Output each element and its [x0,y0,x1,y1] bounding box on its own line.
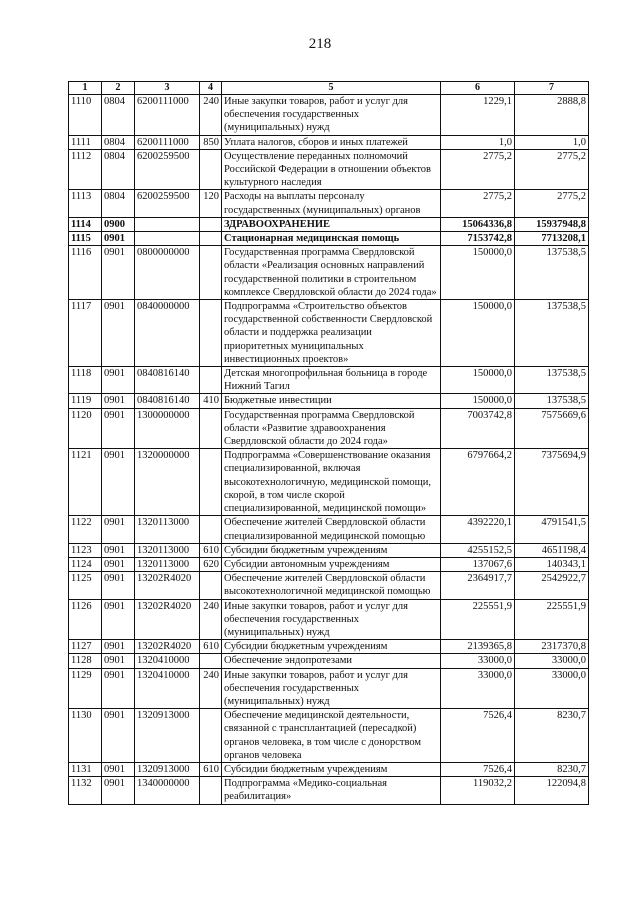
item-name-cell: Подпрограмма «Совершенствование оказания специализированной, включая высокотехнологичную, медицинской помощи, скорой, в том числе скорой специализированной, медицинской помощи» [222,449,441,516]
target-article-cell: 1320113000 [135,557,200,571]
amount-year2-cell: 4791541,5 [515,516,589,543]
target-article-cell: 1320113000 [135,516,200,543]
amount-year2-cell: 2888,8 [515,95,589,136]
amount-year1-cell: 150000,0 [441,367,515,394]
target-article-cell: 1320000000 [135,449,200,516]
amount-year2-cell: 2775,2 [515,149,589,190]
amount-year1-cell: 33000,0 [441,668,515,709]
section-code-cell: 0901 [102,654,135,668]
amount-year2-cell: 1,0 [515,135,589,149]
row-number-cell: 1129 [69,668,102,709]
target-article-cell: 1300000000 [135,408,200,449]
table-row [69,654,589,668]
amount-year2-cell: 225551,9 [515,599,589,640]
amount-year2-cell: 137538,5 [515,394,589,408]
table-row [69,149,589,190]
item-name-cell: Стационарная медицинская помощь [222,232,441,246]
amount-year1-cell: 6797664,2 [441,449,515,516]
budget-table [68,81,589,805]
table-row [69,246,589,300]
target-article-cell: 13202R4020 [135,572,200,599]
table-row [69,543,589,557]
header-row [69,82,589,95]
row-number-cell: 1124 [69,557,102,571]
table-row [69,516,589,543]
amount-year1-cell: 2775,2 [441,190,515,217]
amount-year2-cell: 122094,8 [515,777,589,804]
table-row [69,367,589,394]
row-number-cell: 1113 [69,190,102,217]
expense-type-cell [200,300,222,367]
expense-type-cell [200,232,222,246]
table-row [69,668,589,709]
section-code-cell: 0901 [102,516,135,543]
item-name-cell: Подпрограмма «Медико-социальная реабилитация» [222,777,441,804]
section-code-cell: 0804 [102,190,135,217]
target-article-cell: 0840000000 [135,300,200,367]
amount-year1-cell: 137067,6 [441,557,515,571]
expense-type-cell [200,217,222,231]
expense-type-cell: 620 [200,557,222,571]
amount-year1-cell: 4255152,5 [441,543,515,557]
table-row [69,640,589,654]
target-article-cell: 6200259500 [135,149,200,190]
row-number-cell: 1120 [69,408,102,449]
amount-year2-cell: 2775,2 [515,190,589,217]
expense-type-cell: 410 [200,394,222,408]
item-name-cell: Субсидии бюджетным учреждениям [222,762,441,776]
table-row [69,135,589,149]
row-number-cell: 1130 [69,709,102,763]
target-article-cell: 13202R4020 [135,599,200,640]
amount-year2-cell: 8230,7 [515,709,589,763]
amount-year1-cell: 15064336,8 [441,217,515,231]
expense-type-cell [200,516,222,543]
amount-year1-cell: 150000,0 [441,246,515,300]
target-article-cell: 0800000000 [135,246,200,300]
header-col-6: 6 [441,82,515,95]
amount-year1-cell: 4392220,1 [441,516,515,543]
item-name-cell: Обеспечение жителей Свердловской области специализированной медицинской помощью [222,516,441,543]
row-number-cell: 1117 [69,300,102,367]
section-code-cell: 0901 [102,246,135,300]
row-number-cell: 1112 [69,149,102,190]
expense-type-cell [200,408,222,449]
amount-year1-cell: 2775,2 [441,149,515,190]
section-code-cell: 0804 [102,95,135,136]
expense-type-cell: 240 [200,668,222,709]
expense-type-cell [200,654,222,668]
section-code-cell: 0900 [102,217,135,231]
item-name-cell: Государственная программа Свердловской области «Реализация основных направлений государственной политики в строительном комплексе Свердловской области до 2024 года» [222,246,441,300]
row-number-cell: 1126 [69,599,102,640]
table-row [69,449,589,516]
row-number-cell: 1128 [69,654,102,668]
expense-type-cell [200,246,222,300]
item-name-cell: Иные закупки товаров, работ и услуг для обеспечения государственных (муниципальных) нужд [222,668,441,709]
section-code-cell: 0901 [102,232,135,246]
item-name-cell: Иные закупки товаров, работ и услуг для обеспечения государственных (муниципальных) нужд [222,95,441,136]
header-col-7: 7 [515,82,589,95]
amount-year1-cell: 1,0 [441,135,515,149]
amount-year1-cell: 7153742,8 [441,232,515,246]
header-col-2: 2 [102,82,135,95]
table-row [69,232,589,246]
table-row [69,777,589,804]
section-code-cell: 0804 [102,135,135,149]
section-code-cell: 0901 [102,668,135,709]
amount-year1-cell: 7526,4 [441,762,515,776]
amount-year2-cell: 140343,1 [515,557,589,571]
expense-type-cell [200,449,222,516]
target-article-cell: 13202R4020 [135,640,200,654]
row-number-cell: 1110 [69,95,102,136]
table-row [69,300,589,367]
table-row [69,217,589,231]
section-code-cell: 0901 [102,394,135,408]
amount-year1-cell: 7526,4 [441,709,515,763]
row-number-cell: 1121 [69,449,102,516]
target-article-cell: 1320410000 [135,668,200,709]
table-row [69,190,589,217]
expense-type-cell [200,572,222,599]
row-number-cell: 1116 [69,246,102,300]
expense-type-cell [200,149,222,190]
amount-year2-cell: 33000,0 [515,654,589,668]
amount-year2-cell: 4651198,4 [515,543,589,557]
amount-year2-cell: 7375694,9 [515,449,589,516]
table-row [69,394,589,408]
section-code-cell: 0901 [102,449,135,516]
target-article-cell: 1320410000 [135,654,200,668]
row-number-cell: 1114 [69,217,102,231]
section-code-cell: 0804 [102,149,135,190]
amount-year2-cell: 137538,5 [515,367,589,394]
amount-year2-cell: 7713208,1 [515,232,589,246]
section-code-cell: 0901 [102,367,135,394]
target-article-cell: 6200111000 [135,95,200,136]
item-name-cell: Государственная программа Свердловской области «Развитие здравоохранения Свердловской области до 2024 года» [222,408,441,449]
row-number-cell: 1115 [69,232,102,246]
amount-year1-cell: 2364917,7 [441,572,515,599]
amount-year2-cell: 137538,5 [515,300,589,367]
target-article-cell: 0840816140 [135,394,200,408]
row-number-cell: 1123 [69,543,102,557]
item-name-cell: Уплата налогов, сборов и иных платежей [222,135,441,149]
target-article-cell: 1320913000 [135,709,200,763]
section-code-cell: 0901 [102,709,135,763]
expense-type-cell [200,367,222,394]
expense-type-cell [200,777,222,804]
target-article-cell [135,232,200,246]
section-code-cell: 0901 [102,557,135,571]
amount-year1-cell: 150000,0 [441,394,515,408]
amount-year1-cell: 33000,0 [441,654,515,668]
item-name-cell: Обеспечение медицинской деятельности, связанной с трансплантацией (пересадкой) органов человека, в том числе с донорством органов человека [222,709,441,763]
table-row [69,709,589,763]
row-number-cell: 1127 [69,640,102,654]
page-number: 218 [308,36,332,52]
target-article-cell: 6200259500 [135,190,200,217]
header-col-3: 3 [135,82,200,95]
amount-year1-cell: 7003742,8 [441,408,515,449]
amount-year1-cell: 150000,0 [441,300,515,367]
section-code-cell: 0901 [102,408,135,449]
item-name-cell: Подпрограмма «Строительство объектов государственной собственности Свердловской области и поддержка реализации приоритетных муниципальных инвестиционных проектов» [222,300,441,367]
row-number-cell: 1111 [69,135,102,149]
item-name-cell: Субсидии бюджетным учреждениям [222,640,441,654]
table-row [69,762,589,776]
row-number-cell: 1118 [69,367,102,394]
expense-type-cell: 850 [200,135,222,149]
expense-type-cell: 610 [200,543,222,557]
amount-year2-cell: 2542922,7 [515,572,589,599]
expense-type-cell: 240 [200,95,222,136]
item-name-cell: Детская многопрофильная больница в городе Нижний Тагил [222,367,441,394]
expense-type-cell [200,709,222,763]
header-col-4: 4 [200,82,222,95]
section-code-cell: 0901 [102,762,135,776]
expense-type-cell: 610 [200,640,222,654]
item-name-cell: Обеспечение жителей Свердловской области высокотехнологичной медицинской помощью [222,572,441,599]
amount-year2-cell: 15937948,8 [515,217,589,231]
section-code-cell: 0901 [102,777,135,804]
row-number-cell: 1131 [69,762,102,776]
target-article-cell: 0840816140 [135,367,200,394]
target-article-cell [135,217,200,231]
table-row [69,408,589,449]
row-number-cell: 1125 [69,572,102,599]
expense-type-cell: 120 [200,190,222,217]
amount-year2-cell: 7575669,6 [515,408,589,449]
table-row [69,572,589,599]
section-code-cell: 0901 [102,300,135,367]
target-article-cell: 6200111000 [135,135,200,149]
amount-year2-cell: 2317370,8 [515,640,589,654]
row-number-cell: 1119 [69,394,102,408]
table-row [69,557,589,571]
target-article-cell: 1340000000 [135,777,200,804]
item-name-cell: Субсидии автономным учреждениям [222,557,441,571]
amount-year1-cell: 119032,2 [441,777,515,804]
expense-type-cell: 610 [200,762,222,776]
item-name-cell: Субсидии бюджетным учреждениям [222,543,441,557]
amount-year2-cell: 137538,5 [515,246,589,300]
section-code-cell: 0901 [102,640,135,654]
amount-year1-cell: 1229,1 [441,95,515,136]
table-row [69,95,589,136]
amount-year2-cell: 8230,7 [515,762,589,776]
item-name-cell: Расходы на выплаты персоналу государственных (муниципальных) органов [222,190,441,217]
table-row [69,599,589,640]
section-code-cell: 0901 [102,599,135,640]
item-name-cell: Бюджетные инвестиции [222,394,441,408]
row-number-cell: 1122 [69,516,102,543]
target-article-cell: 1320913000 [135,762,200,776]
item-name-cell: Иные закупки товаров, работ и услуг для обеспечения государственных (муниципальных) нужд [222,599,441,640]
target-article-cell: 1320113000 [135,543,200,557]
amount-year1-cell: 225551,9 [441,599,515,640]
item-name-cell: Осуществление переданных полномочий Российской Федерации в отношении объектов культурного наследия [222,149,441,190]
header-col-5: 5 [222,82,441,95]
item-name-cell: Обеспечение эндопротезами [222,654,441,668]
header-col-1: 1 [69,82,102,95]
item-name-cell: ЗДРАВООХРАНЕНИЕ [222,217,441,231]
amount-year1-cell: 2139365,8 [441,640,515,654]
expense-type-cell: 240 [200,599,222,640]
section-code-cell: 0901 [102,543,135,557]
section-code-cell: 0901 [102,572,135,599]
amount-year2-cell: 33000,0 [515,668,589,709]
row-number-cell: 1132 [69,777,102,804]
